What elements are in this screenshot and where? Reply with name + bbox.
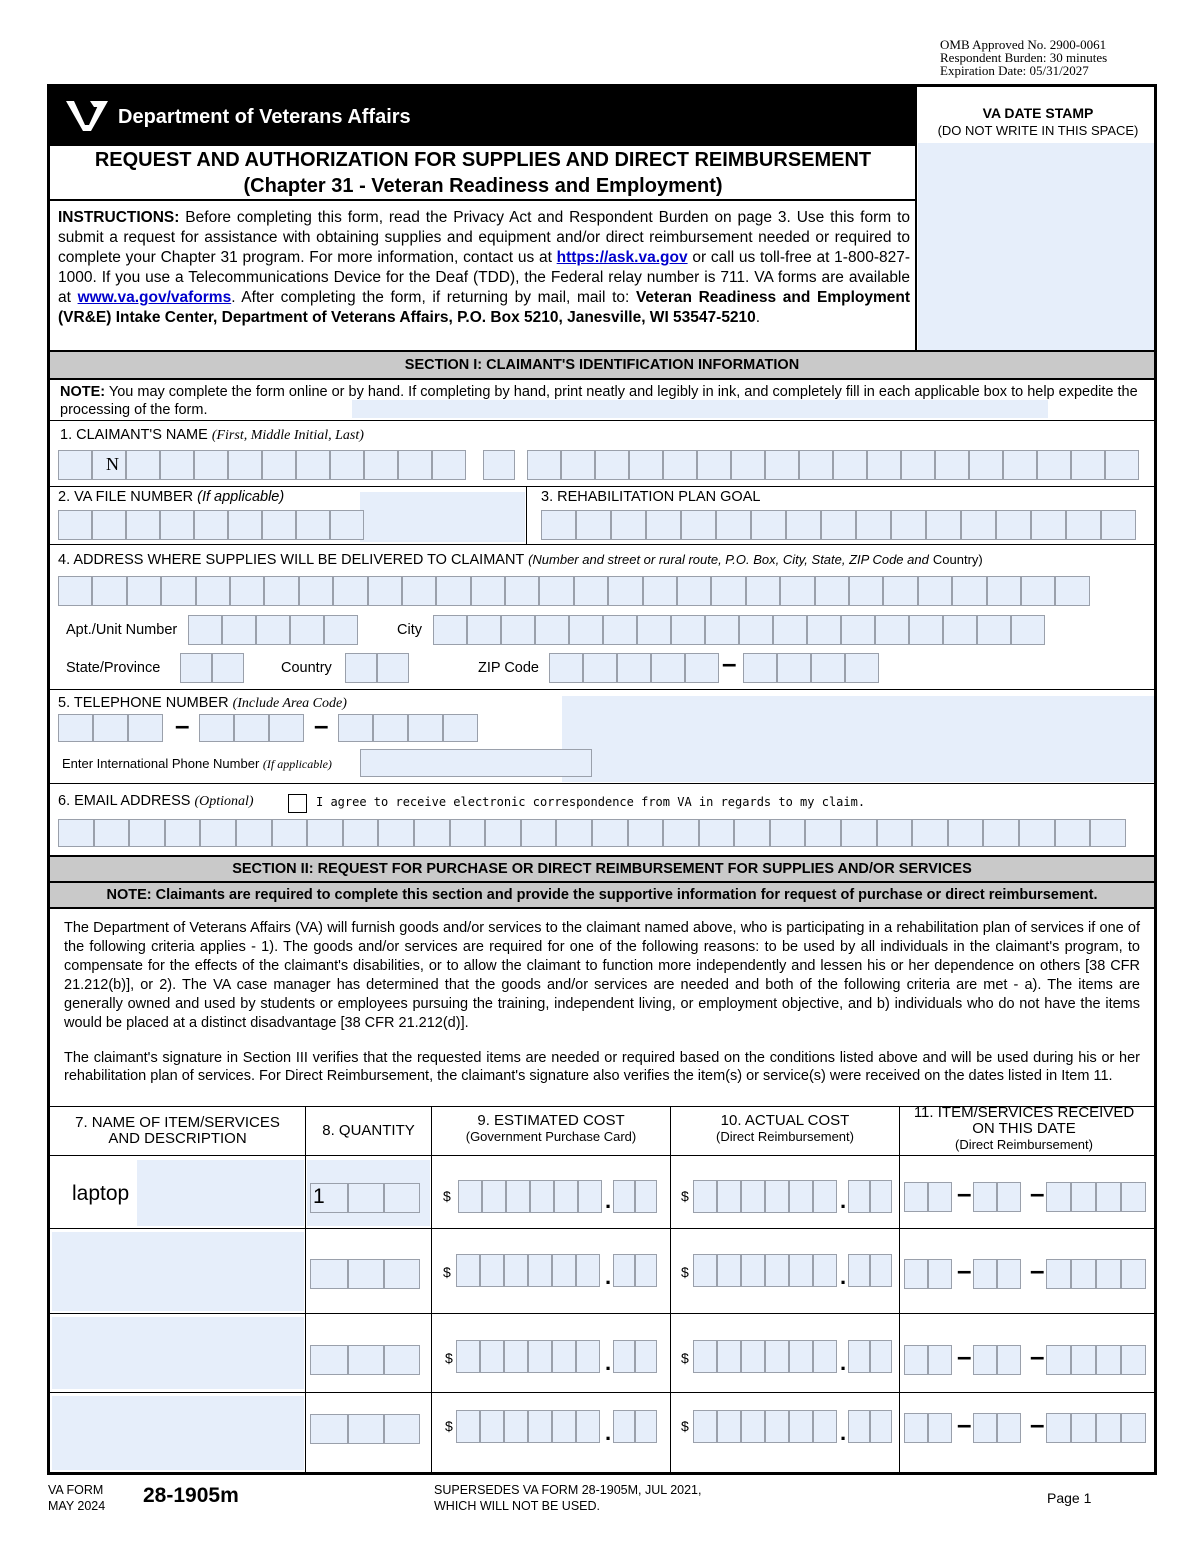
item-name-field[interactable] bbox=[52, 1317, 304, 1389]
estimated-cost-cents[interactable] bbox=[613, 1340, 657, 1373]
instructions-end: . bbox=[755, 309, 761, 326]
decimal-point: . bbox=[605, 1188, 612, 1213]
currency-symbol: $ bbox=[445, 1350, 453, 1366]
address-label-group bbox=[58, 552, 983, 568]
title-line2: (Chapter 31 - Veteran Readiness and Employment) bbox=[243, 175, 723, 197]
file-label-group bbox=[58, 489, 284, 505]
name-label-group bbox=[60, 427, 364, 444]
supersedes-note bbox=[434, 1482, 701, 1514]
department-name: Department of Veterans Affairs bbox=[118, 106, 411, 128]
first-name-first-char[interactable] bbox=[92, 450, 126, 480]
note-label: NOTE: bbox=[60, 384, 106, 400]
intl-phone-field[interactable] bbox=[360, 749, 592, 777]
highlight bbox=[360, 492, 525, 542]
estimated-cost-dollars[interactable] bbox=[458, 1180, 602, 1213]
header-bar bbox=[50, 87, 916, 144]
received-day[interactable] bbox=[973, 1413, 1021, 1443]
omb-number: OMB Approved No. 2900-0061 bbox=[940, 37, 1107, 52]
date-dash: – bbox=[957, 1178, 972, 1208]
col7-header bbox=[50, 1115, 305, 1147]
divider bbox=[50, 1155, 1154, 1156]
decimal-point: . bbox=[840, 1420, 847, 1445]
quantity-field[interactable] bbox=[310, 1183, 420, 1213]
estimated-cost-dollars[interactable] bbox=[456, 1340, 600, 1373]
address-hint: (Number and street or rural route, P.O. Box, City, State, ZIP Code and bbox=[528, 552, 929, 567]
email-label-group bbox=[58, 793, 254, 810]
divider bbox=[50, 907, 1154, 909]
note-text: You may complete the form online or by hand. If completing by hand, print neatly and legibly in ink, and completely fill in each applicable box to help expedite the processing of the form. bbox=[60, 384, 1138, 418]
phone-hint: (Include Area Code) bbox=[232, 696, 347, 711]
supersedes-line2: WHICH WILL NOT BE USED. bbox=[434, 1499, 600, 1513]
received-day[interactable] bbox=[973, 1182, 1021, 1212]
phone-dash: – bbox=[314, 710, 329, 740]
instructions-text2: or call us toll-free at 1-800-827-1000. If you use a Telecommunications Device for the Deaf (TDD), the Federal relay number is 711. VA forms are available at bbox=[58, 249, 911, 306]
email-field[interactable] bbox=[58, 819, 1126, 847]
form-title bbox=[50, 147, 916, 199]
email-consent-checkbox[interactable] bbox=[288, 794, 307, 813]
actual-cost-dollars[interactable] bbox=[693, 1254, 837, 1287]
actual-cost-dollars[interactable] bbox=[693, 1180, 837, 1213]
col9-header bbox=[432, 1113, 670, 1145]
divider bbox=[915, 87, 917, 350]
currency-symbol: $ bbox=[443, 1264, 451, 1280]
supersedes-line1: SUPERSEDES VA FORM 28-1905M, JUL 2021, bbox=[434, 1483, 702, 1497]
section2-header: SECTION II: REQUEST FOR PURCHASE OR DIRECT REIMBURSEMENT FOR SUPPLIES AND/OR SERVICES bbox=[50, 857, 1154, 881]
section2-note: NOTE: Claimants are required to complete this section and provide the supportive information for request of purchase or direct reimbursement. bbox=[50, 883, 1154, 907]
decimal-point: . bbox=[605, 1420, 612, 1445]
divider bbox=[50, 144, 916, 146]
state-label: State/Province bbox=[66, 660, 161, 676]
email-consent-text: I agree to receive electronic correspondence from VA in regards to my claim. bbox=[316, 795, 866, 809]
zip-extension-field[interactable] bbox=[743, 653, 879, 683]
instructions-label: INSTRUCTIONS: bbox=[58, 209, 180, 226]
va-forms-link[interactable]: www.va.gov/vaforms bbox=[77, 289, 232, 306]
estimated-cost-dollars[interactable] bbox=[456, 1254, 600, 1287]
received-month[interactable] bbox=[904, 1182, 952, 1212]
divider bbox=[50, 689, 1154, 690]
highlight bbox=[352, 400, 1048, 418]
intl-phone-label: Enter International Phone Number bbox=[62, 756, 260, 771]
divider bbox=[50, 199, 916, 201]
divider bbox=[526, 487, 527, 544]
divider bbox=[670, 1106, 671, 1472]
decimal-point: . bbox=[840, 1188, 847, 1213]
first-name-field[interactable] bbox=[58, 450, 466, 480]
date-dash: – bbox=[957, 1341, 972, 1371]
phone-dash: – bbox=[175, 710, 190, 740]
quantity-value bbox=[310, 1414, 348, 1444]
col10-header-line1: 10. ACTUAL COST bbox=[720, 1112, 850, 1129]
title-line1: REQUEST AND AUTHORIZATION FOR SUPPLIES AND DIRECT REIMBURSEMENT bbox=[94, 149, 872, 171]
decimal-point: . bbox=[605, 1264, 612, 1289]
email-label: 6. EMAIL ADDRESS bbox=[58, 793, 191, 809]
apt-field[interactable] bbox=[188, 615, 358, 645]
date-dash: – bbox=[1030, 1409, 1045, 1439]
actual-cost-cents[interactable] bbox=[848, 1180, 892, 1213]
divider bbox=[50, 783, 1154, 784]
mailing-address: Veteran Readiness and Employment (VR&E) Intake Center, Department of Veterans Affairs, P.O. Box 5210, Janesville, WI 53547-5210 bbox=[58, 289, 910, 326]
country-field[interactable] bbox=[345, 653, 409, 683]
col8-header: 8. QUANTITY bbox=[322, 1122, 415, 1139]
va-file-number-field[interactable] bbox=[58, 510, 364, 540]
divider bbox=[431, 1106, 432, 1472]
decimal-point: . bbox=[840, 1264, 847, 1289]
footer-va-form: VA FORM bbox=[48, 1483, 104, 1497]
quantity-value bbox=[310, 1345, 348, 1375]
col10-header-line2: (Direct Reimbursement) bbox=[716, 1129, 854, 1144]
phone-area-code-field[interactable] bbox=[58, 714, 163, 742]
decimal-point: . bbox=[605, 1350, 612, 1375]
highlight bbox=[137, 1160, 304, 1226]
phone-label-group bbox=[58, 695, 347, 712]
quantity-value: 1 bbox=[313, 1185, 325, 1208]
highlight bbox=[562, 696, 1154, 782]
address-label: 4. ADDRESS WHERE SUPPLIES WILL BE DELIVERED TO CLAIMANT bbox=[58, 552, 525, 568]
expiration-date: Expiration Date: 05/31/2027 bbox=[940, 63, 1089, 78]
va-seal-icon bbox=[64, 97, 110, 138]
quantity-field[interactable] bbox=[310, 1414, 420, 1444]
actual-cost-cents[interactable] bbox=[848, 1410, 892, 1443]
date-dash: – bbox=[1030, 1255, 1045, 1285]
received-year[interactable] bbox=[1046, 1259, 1146, 1289]
received-month[interactable] bbox=[904, 1413, 952, 1443]
divider bbox=[50, 486, 1154, 487]
divider bbox=[50, 1228, 1154, 1229]
name-hint: (First, Middle Initial, Last) bbox=[211, 428, 364, 443]
divider bbox=[899, 1106, 900, 1472]
item-name-field[interactable] bbox=[52, 1232, 304, 1311]
divider bbox=[305, 1106, 306, 1472]
actual-cost-dollars[interactable] bbox=[693, 1340, 837, 1373]
received-day[interactable] bbox=[973, 1259, 1021, 1289]
received-year[interactable] bbox=[1046, 1182, 1146, 1212]
estimated-cost-cents[interactable] bbox=[613, 1254, 657, 1287]
decimal-point: . bbox=[840, 1350, 847, 1375]
footer-edition: MAY 2024 bbox=[48, 1499, 106, 1513]
last-name-field[interactable] bbox=[527, 450, 1139, 480]
zip-dash: – bbox=[722, 648, 737, 678]
respondent-burden: Respondent Burden: 30 minutes bbox=[940, 50, 1108, 65]
quantity-value bbox=[310, 1259, 348, 1289]
instructions bbox=[58, 208, 910, 328]
email-hint: (Optional) bbox=[194, 794, 254, 809]
col7-header-line2: AND DESCRIPTION bbox=[108, 1130, 247, 1147]
received-year[interactable] bbox=[1046, 1413, 1146, 1443]
actual-cost-cents[interactable] bbox=[848, 1340, 892, 1373]
file-label: 2. VA FILE NUMBER bbox=[58, 489, 194, 505]
intl-phone-hint: (If applicable) bbox=[262, 757, 332, 771]
stamp-title: VA DATE STAMP bbox=[982, 105, 1094, 121]
date-dash: – bbox=[957, 1409, 972, 1439]
goal-label: 3. REHABILITATION PLAN GOAL bbox=[541, 489, 761, 505]
city-label: City bbox=[397, 622, 422, 638]
actual-cost-cents[interactable] bbox=[848, 1254, 892, 1287]
date-dash: – bbox=[1030, 1178, 1045, 1208]
divider bbox=[50, 544, 1154, 545]
middle-initial-field[interactable] bbox=[483, 450, 515, 480]
col10-header bbox=[671, 1113, 899, 1145]
item-name-field[interactable] bbox=[52, 1396, 304, 1470]
footer-form-label bbox=[48, 1482, 105, 1514]
form-number: 28-1905m bbox=[143, 1484, 239, 1507]
first-name-value: N bbox=[106, 454, 119, 474]
currency-symbol: $ bbox=[445, 1418, 453, 1434]
rehab-goal-field[interactable] bbox=[541, 510, 1136, 540]
received-month[interactable] bbox=[904, 1345, 952, 1375]
currency-symbol: $ bbox=[681, 1264, 689, 1280]
quantity-field[interactable] bbox=[310, 1259, 420, 1289]
criteria-paragraph: The Department of Veterans Affairs (VA) will furnish goods and/or services to the claimant named above, who is participating in a rehabilitation plan of services if one of the following criteria applies - 1). The goods and/or services are required for one of the following reasons: to be used by all individuals in the claimant's program, to compensate for the effects of the claimant's disabilities, or to allow the claimant to function more independently and lessen his or her dependence on others [38 CFR 21.212(b)], or 2). The VA case manager has determined that the goods and/or services are needed and both of the following criteria are met - a). The items are generally owned and used by students or employees pursuing the training, independent living, or employment objective, and b) individuals who do not have the items would be placed at a distinct disadvantage [38 CFR 21.212(d)]. bbox=[64, 920, 1140, 1031]
received-year[interactable] bbox=[1046, 1345, 1146, 1375]
city-field[interactable] bbox=[433, 615, 1045, 645]
divider bbox=[50, 1392, 1154, 1393]
intl-phone-label-group bbox=[62, 756, 332, 772]
actual-cost-dollars[interactable] bbox=[693, 1410, 837, 1443]
col11-header-line1: 11. ITEM/SERVICES RECEIVED bbox=[913, 1104, 1135, 1121]
col7-header-line1: 7. NAME OF ITEM/SERVICES bbox=[75, 1114, 280, 1131]
zip-label: ZIP Code bbox=[478, 660, 539, 676]
divider bbox=[50, 420, 1154, 421]
received-day[interactable] bbox=[973, 1345, 1021, 1375]
signature-paragraph: The claimant's signature in Section III verifies that the requested items are needed or required based on the conditions listed above and will be used during his or her rehabilitation plan of services. For Direct Reimbursement, the claimant's signature also verifies the item(s) or service(s) were received on the dates listed in Item 11. bbox=[64, 1050, 1140, 1084]
received-month[interactable] bbox=[904, 1259, 952, 1289]
phone-prefix-field[interactable] bbox=[199, 714, 304, 742]
zip-field[interactable] bbox=[549, 653, 719, 683]
street-address-field[interactable] bbox=[58, 576, 1090, 606]
item-name-field[interactable]: laptop bbox=[72, 1182, 130, 1205]
col11-header-line3: (Direct Reimbursement) bbox=[955, 1137, 1093, 1152]
stamp-subtitle: (DO NOT WRITE IN THIS SPACE) bbox=[937, 123, 1139, 138]
phone-label: 5. TELEPHONE NUMBER bbox=[58, 695, 229, 711]
col9-header-line1: 9. ESTIMATED COST bbox=[477, 1112, 625, 1129]
estimated-cost-dollars[interactable] bbox=[456, 1410, 600, 1443]
divider bbox=[50, 1313, 1154, 1314]
date-dash: – bbox=[1030, 1341, 1045, 1371]
apt-label: Apt./Unit Number bbox=[66, 622, 178, 638]
address-hint-country: Country) bbox=[932, 552, 983, 567]
col11-header-line2: ON THIS DATE bbox=[972, 1120, 1076, 1137]
instructions-text3: . After completing the form, if returning by mail, mail to: bbox=[231, 289, 636, 306]
country-label: Country bbox=[281, 660, 332, 676]
currency-symbol: $ bbox=[681, 1350, 689, 1366]
col11-header bbox=[900, 1105, 1148, 1153]
state-field[interactable] bbox=[180, 653, 244, 683]
page-number: Page 1 bbox=[1047, 1490, 1092, 1506]
estimated-cost-cents[interactable] bbox=[613, 1410, 657, 1443]
date-stamp-area bbox=[918, 143, 1154, 350]
section1-header: SECTION I: CLAIMANT'S IDENTIFICATION INFORMATION bbox=[50, 352, 1154, 378]
file-hint: (If applicable) bbox=[197, 489, 285, 505]
name-label: 1. CLAIMANT'S NAME bbox=[60, 427, 208, 443]
divider bbox=[50, 378, 1154, 380]
currency-symbol: $ bbox=[443, 1188, 451, 1204]
omb-info bbox=[940, 38, 1107, 77]
ask-va-link[interactable]: https://ask.va.gov bbox=[556, 249, 688, 266]
instructions-text1: Before completing this form, read the Privacy Act and Respondent Burden on page 3. Use this form to submit a request for assistance with obtaining supplies and equipment and/or direct reimbursement needed or required to complete your Chapter 31 program. For more information, contact us at bbox=[58, 209, 910, 266]
currency-symbol: $ bbox=[681, 1418, 689, 1434]
quantity-field[interactable] bbox=[310, 1345, 420, 1375]
estimated-cost-cents[interactable] bbox=[613, 1180, 657, 1213]
phone-line-field[interactable] bbox=[338, 714, 478, 742]
currency-symbol: $ bbox=[681, 1188, 689, 1204]
date-dash: – bbox=[957, 1255, 972, 1285]
col9-header-line2: (Government Purchase Card) bbox=[465, 1129, 637, 1144]
